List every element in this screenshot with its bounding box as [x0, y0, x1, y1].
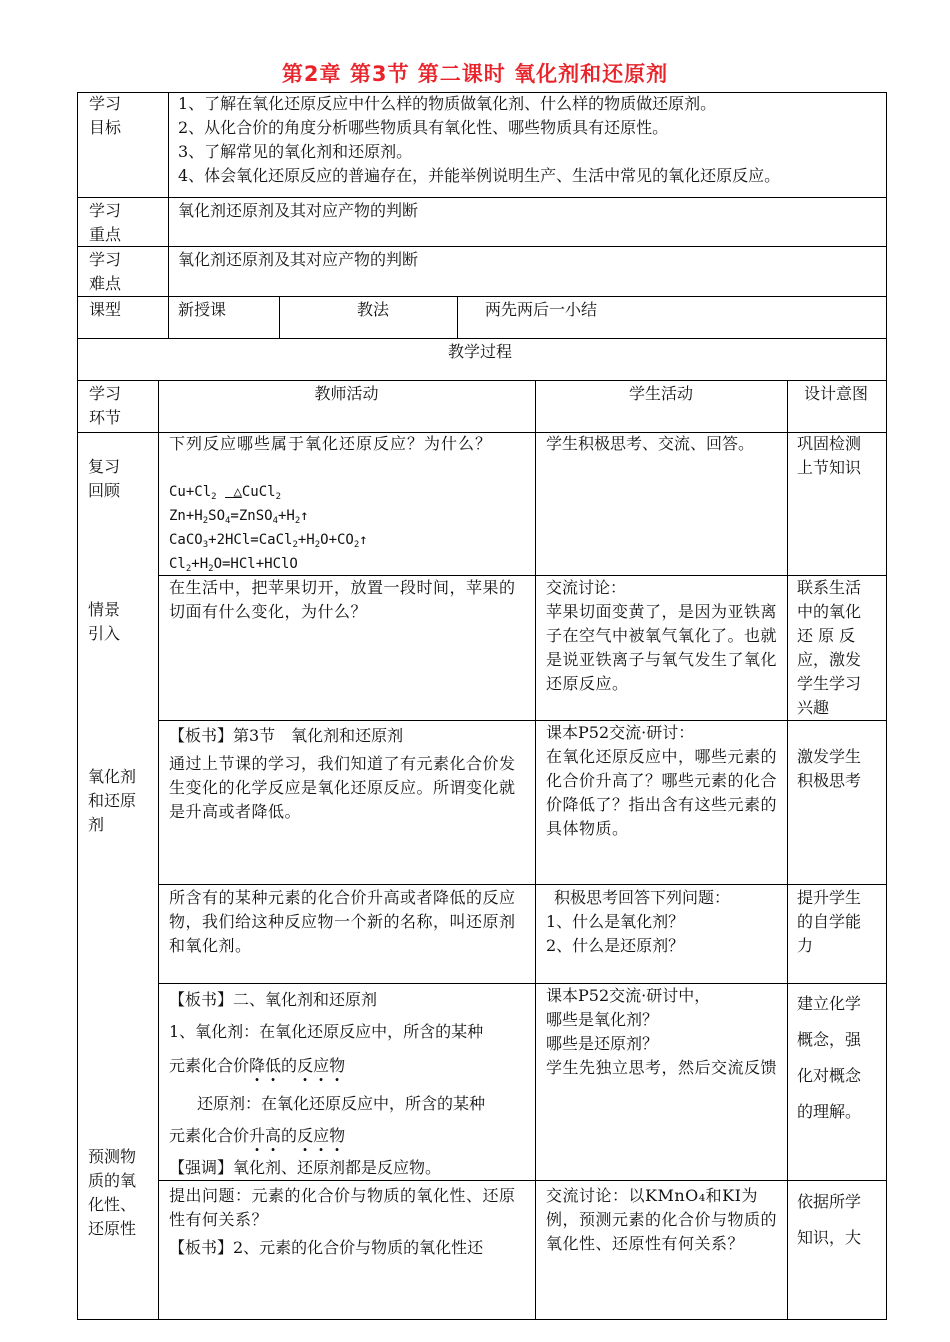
intro-intent: 联系生活 中的氧化 还 原 反 应，激发 学生学习 兴趣	[797, 578, 862, 717]
concept-q2: 2、什么是还原剂？	[546, 936, 685, 955]
col-divider	[787, 380, 788, 1319]
reductant-definition: 还原剂：在氧化还原反应中，所含的某种	[197, 1094, 486, 1113]
oxidant-definition: 1、氧化剂：在氧化还原反应中，所含的某种	[169, 1022, 484, 1041]
concept-q1: 1、什么是氧化剂？	[546, 912, 685, 931]
intro-student-head: 交流讨论：	[546, 578, 627, 597]
row-divider	[158, 720, 886, 721]
goal-item: 3、了解常见的氧化剂和还原剂。	[178, 142, 413, 161]
type-value: 新授课	[178, 300, 227, 319]
difficulty-label: 学习 难点	[89, 250, 122, 293]
method-label: 教法	[357, 300, 390, 319]
row-divider	[77, 380, 886, 381]
predict-question: 提出问题：元素的化合价与物质的氧化性、还原性有何关系？	[169, 1186, 516, 1229]
board1-intent: 激发学生 积极思考	[797, 747, 862, 790]
predict-intent: 依据所学 知识，大	[797, 1192, 862, 1247]
review-intent: 巩固检测 上节知识	[797, 434, 862, 477]
intro-teacher: 在生活中，把苹果切开，放置一段时间，苹果的切面有什么变化，为什么？	[169, 578, 516, 621]
board2-student-l3: 哪些是还原剂？	[546, 1034, 659, 1053]
board2-student-l2: 哪些是氧化剂？	[546, 1010, 659, 1029]
stage-agent: 氧化剂 和还原 剂	[88, 767, 137, 834]
col-divider	[158, 380, 159, 1319]
row-divider	[77, 197, 886, 198]
process-header: 教学过程	[447, 342, 512, 361]
row-divider	[158, 884, 886, 885]
equation: $CaCO_3+2HCl=CaCl_2+H_2O+CO_2↑$	[169, 532, 368, 550]
predict-student: 交流讨论：以KMnO₄和KI为例，预测元素的化合价与物质的氧化性、还原性有何关系？	[546, 1186, 778, 1253]
stage-intro: 情景 引入	[88, 600, 121, 643]
col-divider	[535, 380, 536, 1319]
equation: $Cu+Cl_2$ △CuCl$_2$	[169, 484, 282, 502]
intro-student: 苹果切面变黄了，是因为亚铁离子在空气中被氧气氧化了。也就是说亚铁离子与氧气发生了氧化还原反应。	[546, 602, 778, 693]
emphasis-note: 【强调】氧化剂、还原剂都是反应物。	[169, 1158, 442, 1177]
concept-intent: 提升学生 的自学能 力	[797, 888, 862, 955]
goals-list	[178, 92, 780, 188]
goal-item: 1、了解在氧化还原反应中什么样的物质做氧化剂、什么样的物质做还原剂。	[178, 94, 717, 113]
stage-predict: 预测物 质的氧 化性、 还原性	[88, 1147, 137, 1238]
board2-student-l1: 课本P52交流·研讨中，	[546, 986, 711, 1005]
difficulty-text: 氧化剂还原剂及其对应产物的判断	[178, 250, 419, 269]
col-divider	[457, 296, 458, 339]
board1-student-head: 课本P52交流·研讨：	[546, 723, 695, 742]
method-value: 两先两后一小结	[485, 300, 598, 319]
row-divider	[77, 296, 886, 297]
goals-label: 学习 目标	[89, 94, 122, 137]
reductant-definition-cont: 元素化合价升高的反应物	[169, 1126, 346, 1145]
col-header-intent: 设计意图	[803, 384, 868, 403]
board2-intent: 建立化学 概念，强 化对概念 的理解。	[797, 994, 862, 1121]
board2-student-l4: 学生先独立思考，然后交流反馈	[546, 1058, 778, 1077]
row-divider	[77, 338, 886, 339]
focus-text: 氧化剂还原剂及其对应产物的判断	[178, 201, 419, 220]
predict-board: 【板书】2、元素的化合价与物质的氧化性还	[169, 1238, 484, 1257]
document-title: 第2章 第3节 第二课时 氧化剂和还原剂	[281, 62, 669, 86]
board1-student: 在氧化还原反应中，哪些元素的化合价升高了？哪些元素的化合价降低了？指出含有这些元素的具体物质。	[546, 747, 778, 838]
board1-head: 【板书】第3节 氧化剂和还原剂	[169, 726, 404, 745]
goal-item: 4、体会氧化还原反应的普遍存在，并能举例说明生产、生活中常见的氧化还原反应。	[178, 166, 781, 185]
board1-teacher: 通过上节课的学习，我们知道了有元素化合价发生变化的化学反应是氧化还原反应。所谓变化就是升高或者降低。	[169, 754, 516, 821]
concept-student-head: 积极思考回答下列问题：	[554, 888, 731, 907]
focus-label: 学习 重点	[89, 201, 122, 244]
review-question: 下列反应哪些属于氧化还原反应？为什么？	[169, 434, 493, 453]
stage-review: 复习 回顾	[88, 457, 121, 500]
col-divider	[279, 296, 280, 339]
goal-item: 2、从化合价的角度分析哪些物质具有氧化性、哪些物质具有还原性。	[178, 118, 669, 137]
col-header-student: 学生活动	[628, 384, 693, 403]
row-divider	[158, 1180, 886, 1181]
col-header-teacher: 教师活动	[314, 384, 379, 403]
col-divider	[168, 92, 169, 339]
equation: $Cl_2+H_2O=HCl+HClO$	[169, 556, 298, 574]
row-divider	[158, 983, 886, 984]
board2-head: 【板书】二、氧化剂和还原剂	[169, 990, 378, 1009]
oxidant-definition-cont: 元素化合价降低的反应物	[169, 1056, 346, 1075]
row-divider	[77, 246, 886, 247]
type-label: 课型	[89, 300, 122, 319]
equation: $Zn+H_2SO_4=ZnSO_4+H_2↑$	[169, 508, 309, 526]
review-student: 学生积极思考、交流、回答。	[546, 434, 755, 453]
concept-teacher: 所含有的某种元素的化合价升高或者降低的反应物，我们给这种反应物一个新的名称，叫还原剂和氧化剂。	[169, 888, 516, 955]
col-header-stage: 学习 环节	[89, 384, 122, 427]
